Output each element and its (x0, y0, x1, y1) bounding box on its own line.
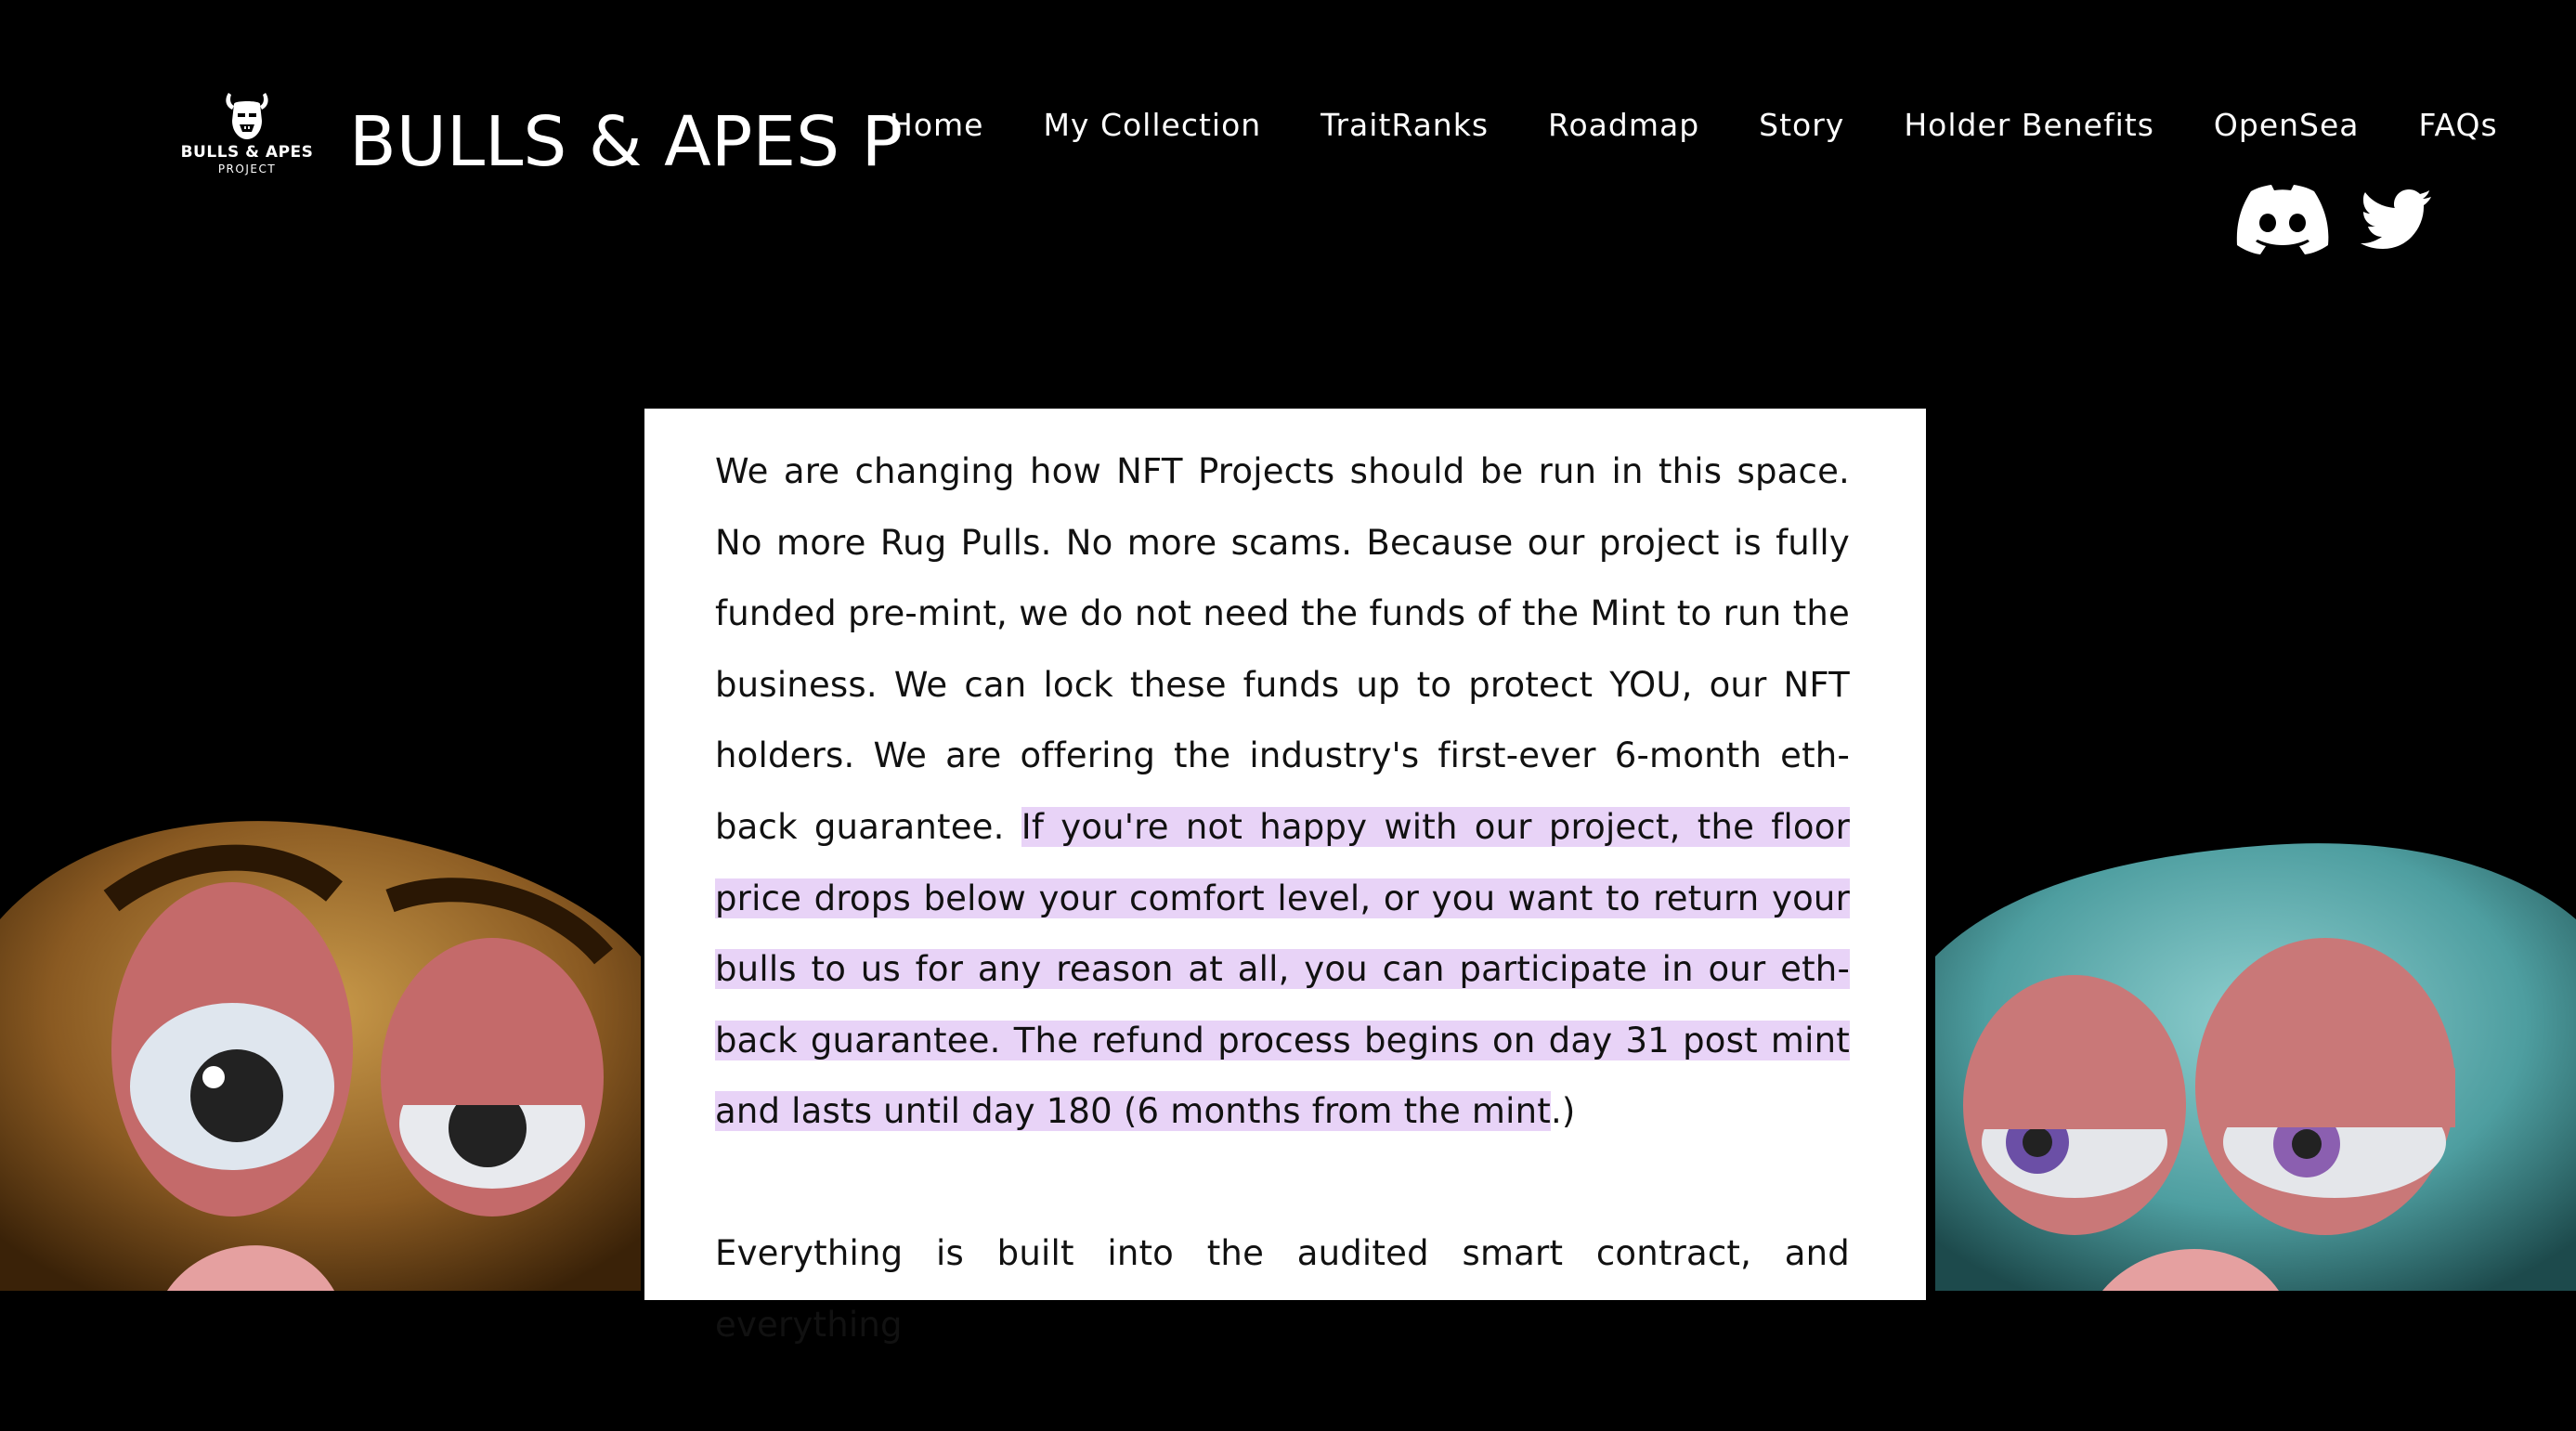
nav-traitranks[interactable]: TraitRanks (1321, 106, 1490, 143)
content-card (644, 409, 1926, 1345)
nav-roadmap[interactable]: Roadmap (1548, 106, 1700, 143)
logo-subtext: PROJECT (217, 163, 277, 176)
right-creature-image (1935, 771, 2576, 1291)
main-nav (890, 102, 2498, 147)
nav-home[interactable]: Home (890, 106, 984, 143)
selected-text-highlight: If you're not happy with our project, the floor price drops below your comfort level, or you want to return your bulls to us for any reason at all, you can participate in our eth-back guarantee. The refund process begins on day 31 post mint and lasts until day 180 (6 months from the mint (715, 806, 1850, 1132)
paragraph-guarantee-tail: .) (1550, 1091, 1576, 1132)
bull-ape-logo-icon (219, 89, 275, 141)
discord-icon[interactable] (2236, 184, 2329, 254)
nav-my-collection[interactable]: My Collection (1043, 106, 1262, 143)
social-links (2236, 184, 2431, 254)
paragraph-smart-contract: Everything is built into the audited smart contract, and everything (715, 1232, 1850, 1345)
content-text (715, 436, 1850, 1431)
nav-faqs[interactable]: FAQs (2418, 106, 2498, 143)
nav-story[interactable]: Story (1759, 106, 1845, 143)
nav-opensea[interactable]: OpenSea (2213, 106, 2360, 143)
left-creature-image (0, 771, 641, 1291)
logo-text: BULLS & APES (180, 143, 314, 162)
nav-holder-benefits[interactable]: Holder Benefits (1904, 106, 2154, 143)
twitter-icon[interactable] (2361, 189, 2431, 249)
site-title[interactable]: BULLS & APES P (349, 102, 904, 182)
paragraph-guarantee (715, 436, 1850, 1148)
paragraph-guarantee-plain: We are changing how NFT Projects should be run in this space. No more Rug Pulls. No more scams. Because our project is fully funded pre-mint, we do not need the funds of the Mint to run the business. We can lock these funds up to protect YOU, our NFT holders. We are offering the industry's first-ever 6-month eth-back guarantee. (715, 451, 1850, 847)
site-logo[interactable] (182, 89, 312, 182)
